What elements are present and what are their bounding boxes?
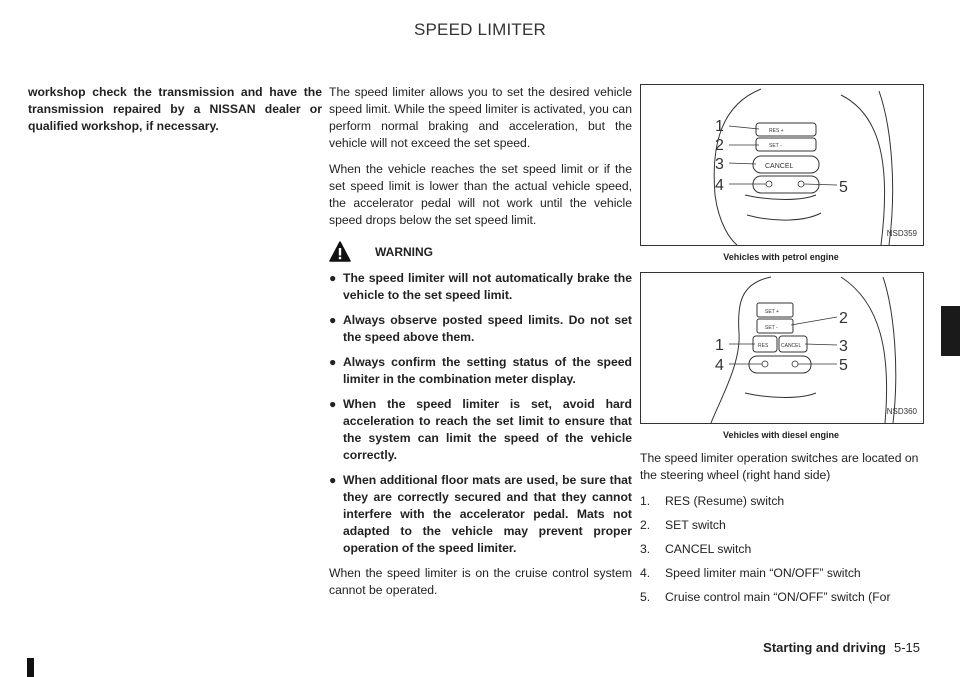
list-item xyxy=(640,493,922,510)
warning-item xyxy=(329,396,632,464)
petrol-steering-illustration xyxy=(641,85,923,245)
res-button-label: RES + xyxy=(769,128,784,134)
cruise-note-paragraph: When the speed limiter is on the cruise control system cannot be operated. xyxy=(329,566,632,597)
set-minus-label: SET - xyxy=(765,325,778,331)
right-column xyxy=(640,84,922,613)
intro-paragraph: The speed limiter allows you to set the desired vehicle speed limit. While the speed limiter is activated, you can perform normal braking and acceleration, but the vehicle will not exceed the set speed. xyxy=(329,85,632,150)
item-number: 4. xyxy=(640,566,651,580)
item-text: SET switch xyxy=(665,518,726,532)
speedometer-icon xyxy=(792,361,798,367)
speed-limit-paragraph: When the vehicle reaches the set speed limit or if the set speed limit is lower than the actual vehicle speed, the accelerator pedal will not work until the vehicle speed drops below the set speed limit. xyxy=(329,162,632,227)
callout-3: 3 xyxy=(839,338,848,355)
warning-text: The speed limiter will not automatically brake the vehicle to the set speed limit. xyxy=(343,271,632,302)
cancel-button-label: CANCEL xyxy=(765,163,794,170)
callout-1: 1 xyxy=(715,337,724,354)
callout-4: 4 xyxy=(715,357,724,374)
diesel-switch-figure xyxy=(640,272,924,424)
warning-title: WARNING xyxy=(375,244,433,259)
set-plus-label: SET + xyxy=(765,309,779,315)
res-label: RES xyxy=(758,343,769,349)
speedometer-icon xyxy=(798,181,804,187)
petrol-switch-figure xyxy=(640,84,924,246)
list-item xyxy=(640,589,922,606)
section-name: Starting and driving xyxy=(763,640,886,655)
callout-4: 4 xyxy=(715,177,724,194)
warning-text: Always confirm the setting status of the speed limiter in the combination meter display. xyxy=(343,355,632,386)
set-button-label: SET - xyxy=(769,143,782,149)
list-item xyxy=(640,565,922,582)
warning-icon xyxy=(329,241,351,263)
item-number: 3. xyxy=(640,542,651,556)
callout-1: 1 xyxy=(715,118,724,135)
callout-5: 5 xyxy=(839,357,848,374)
bullet: ● xyxy=(329,313,337,327)
bullet: ● xyxy=(329,397,337,411)
switch-list xyxy=(640,493,922,606)
chapter-tab xyxy=(941,306,960,356)
list-item xyxy=(640,517,922,534)
switch-location-text: The speed limiter operation switches are located on the steering wheel (right hand side) xyxy=(640,451,919,482)
bullet: ● xyxy=(329,473,337,487)
speedometer-icon xyxy=(766,181,772,187)
continued-text: workshop check the transmission and have the transmission repaired by a NISSAN dealer or qualified workshop, if necessary. xyxy=(28,85,322,133)
item-text: CANCEL switch xyxy=(665,542,752,556)
cancel-label: CANCEL xyxy=(781,343,802,349)
figure-caption: Vehicles with petrol engine xyxy=(723,252,839,262)
figure-code: NSD359 xyxy=(886,229,917,238)
callout-2: 2 xyxy=(715,137,724,154)
figure-code: NSD360 xyxy=(886,407,917,416)
warning-item xyxy=(329,270,632,304)
warning-item xyxy=(329,354,632,388)
corner-mark xyxy=(27,658,34,677)
warning-item xyxy=(329,312,632,346)
item-text: Speed limiter main “ON/OFF” switch xyxy=(665,566,861,580)
warning-item xyxy=(329,472,632,557)
middle-column xyxy=(329,84,632,608)
page-footer xyxy=(763,640,920,655)
speedometer-icon xyxy=(762,361,768,367)
figure-caption: Vehicles with diesel engine xyxy=(722,430,840,440)
callout-2: 2 xyxy=(839,310,848,327)
item-number: 2. xyxy=(640,518,651,532)
page-number: 5-15 xyxy=(893,640,920,655)
callout-3: 3 xyxy=(715,156,724,173)
warning-text: When the speed limiter is set, avoid hard acceleration to reach the set limit to ensure that the system can limit the speed of the vehicle correctly. xyxy=(343,397,632,462)
warning-heading xyxy=(329,241,632,263)
callout-5: 5 xyxy=(839,179,848,196)
warning-text: Always observe posted speed limits. Do not set the speed above them. xyxy=(343,313,632,344)
item-text: RES (Resume) switch xyxy=(665,494,785,508)
diesel-steering-illustration xyxy=(641,273,923,423)
bullet: ● xyxy=(329,271,337,285)
item-number: 1. xyxy=(640,494,651,508)
warning-text: When additional floor mats are used, be sure that they are correctly secured and that they cannot interfere with the accelerator pedal. Mats not adapted to the vehicle may prevent proper operation of the speed limiter. xyxy=(343,473,632,555)
item-number: 5. xyxy=(640,590,651,604)
page-title: SPEED LIMITER xyxy=(413,20,547,39)
left-column xyxy=(28,84,322,144)
list-item xyxy=(640,541,922,558)
bullet: ● xyxy=(329,355,337,369)
warning-list xyxy=(329,270,632,557)
item-text: Cruise control main “ON/OFF” switch (For xyxy=(665,590,891,604)
